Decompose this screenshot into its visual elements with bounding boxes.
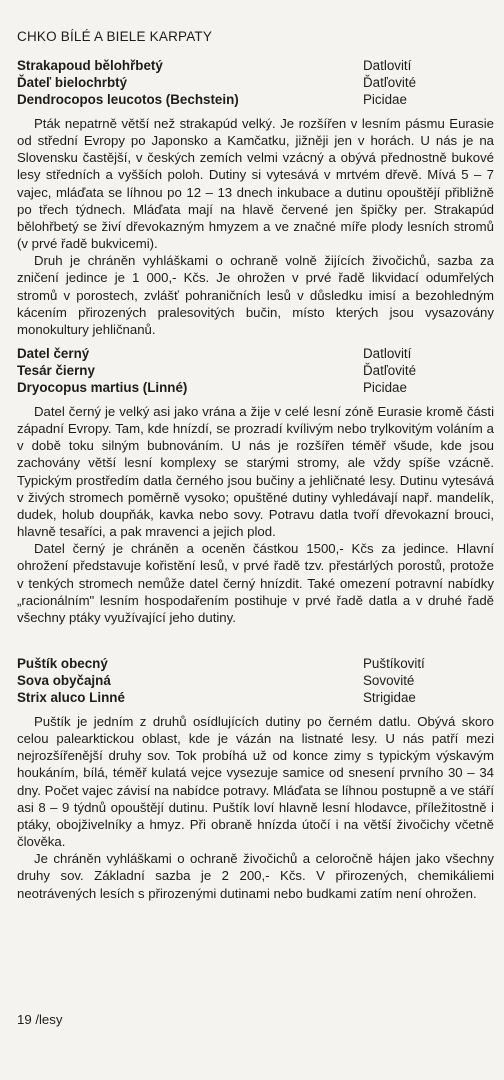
species-section-tawny-owl — [17, 655, 494, 902]
species-name-latin: Dryocopus martius (Linné) — [17, 380, 188, 395]
name-row-slovak — [17, 362, 494, 379]
species-names — [17, 57, 494, 108]
section-paragraph: Datel černý je velký asi jako vrána a žije v celé lesní zóně Eurasie kromě části západní Evropy. Tam, kde hnízdí, se prozradí kvílivým nebo trylkovitým voláním a v době toku silným bubnováním. U nás je rozšířen téměř všude, kde jsou zachovány větší lesní komplexy se starými stromy, ale vždy spíše vzácně. Typickým prostředím datla černého jsou bučiny a jehličnaté lesy. Dutinu vytesává v živých stromech poměrně vysoko; opuštěné dutiny vyhledávají např. mandelík, dudek, holub doupňák, kavka nebo sovy. Potravu datla tvoří dřevokazní brouci, hlavně tesaříci, a pak mravenci a jejich plod. — [17, 404, 494, 540]
family-name-latin: Picidae — [363, 92, 407, 107]
species-name-czech: Puštík obecný — [17, 656, 108, 671]
section-paragraph: Je chráněn vyhláškami o ochraně živočichů a celoročně hájen jako všechny druhy sov. Základní sazba je 2 200,- Kčs. V přirozených, chemikáliemi neotrávených lesích s přirozenými dutinami nebo budkami zatím není ohrožen. — [17, 851, 494, 901]
name-row-latin — [17, 91, 494, 108]
species-section-black-woodpecker — [17, 345, 494, 626]
species-name-slovak: Sova obyčajná — [17, 673, 111, 688]
section-paragraph: Puštík je jedním z druhů osídlujících dutiny po černém datlu. Obývá skoro celou palearktickou oblast, kde je vázán na listnaté lesy. U nás patří mezi nejrozšířenější druhy sov. Tok probíhá už od konce zimy s typickým výskavým houkáním, bílá, téměř kulatá vejce vysezuje samice od snesení prvního 30 – 34 dny. Počet vajec závisí na nabídce potravy. Mláďata se líhnou postupně a ve stáří asi 8 – 9 týdnů opouštějí dutinu. Puštík loví hlavně lesní hlodavce, příležitostně i ptáky, obojživelníky a hmyz. Při obraně hnízda útočí i na větší živočichy včetně člověka. — [17, 714, 494, 850]
section-paragraph: Druh je chráněn vyhláškami o ochraně volně žijících živočichů, sazba za zničení jedince je 1 000,- Kčs. Je ohrožen v prvé řadě likvidací odumřelých stromů v porostech, zvlášť pohraničních lesů v důsledku imisí a bezohledným kácením přirozených pralesovitých bučin, místo kterých jsou vysazovány monokultury jehličnanů. — [17, 253, 494, 337]
species-name-slovak: Ďateľ bielochrbtý — [17, 75, 128, 90]
name-row-czech — [17, 57, 494, 74]
family-name-latin: Picidae — [363, 380, 407, 395]
family-name-czech: Datlovití — [363, 58, 412, 73]
name-row-slovak — [17, 672, 494, 689]
family-name-slovak: Ďatľovité — [363, 363, 417, 378]
species-name-latin: Strix aluco Linné — [17, 690, 125, 705]
species-name-slovak: Tesár čierny — [17, 363, 95, 378]
section-paragraph: Datel černý je chráněn a oceněn částkou 1500,- Kčs za jedince. Hlavní ohrožení představuje kořistění lesů, v prvé řadě tzv. přestárlých porostů, protože v tenkých stromech nemůže datel černý hnízdit. Také omezení potravní nabídky „racionálním" lesním hospodařením postihuje v prvé řadě datla a v druhé řadě všechny ptáky využívající jeho dutiny. — [17, 541, 494, 625]
family-name-czech: Datlovití — [363, 346, 412, 361]
species-section-white-backed-woodpecker — [17, 57, 494, 338]
name-row-latin — [17, 379, 494, 396]
name-row-czech — [17, 655, 494, 672]
name-row-latin — [17, 689, 494, 706]
family-name-czech: Puštíkovití — [363, 656, 425, 671]
page-header: CHKO BÍLÉ A BIELE KARPATY — [17, 29, 213, 44]
species-name-latin: Dendrocopos leucotos (Bechstein) — [17, 92, 239, 107]
name-row-slovak — [17, 74, 494, 91]
species-name-czech: Strakapoud bělohřbetý — [17, 58, 163, 73]
species-names — [17, 345, 494, 396]
page-footer: 19 /lesy — [17, 1012, 63, 1027]
species-names — [17, 655, 494, 706]
species-name-czech: Datel černý — [17, 346, 90, 361]
family-name-latin: Strigidae — [363, 690, 416, 705]
family-name-slovak: Ďatľovité — [363, 75, 417, 90]
family-name-slovak: Sovovité — [363, 673, 415, 688]
name-row-czech — [17, 345, 494, 362]
section-paragraph: Pták nepatrně větší než strakapúd velký. Je rozšířen v lesním pásmu Eurasie od střední Evropy po Japonsko a Kamčatku, jižněji jen v horách. U nás je na Slovensku častější, v českých zemích velmi vzácný a obývá přednostně bukové lesy středních a vyšších poloh. Dutiny si vytesává v mrtvém dřevě. Mívá 5 – 7 vajec, mláďata se líhnou po 12 – 13 dnech inkubace a dutinu opouštějí přibližně po třech týdnech. Mláďata mají na hlavě červené jen špičky per. Strakapúd bělohřbetý se živí dřevokazným hmyzem a ve značné míře plody lesních stromů (v prvé řadě bukvicemi). — [17, 116, 494, 252]
